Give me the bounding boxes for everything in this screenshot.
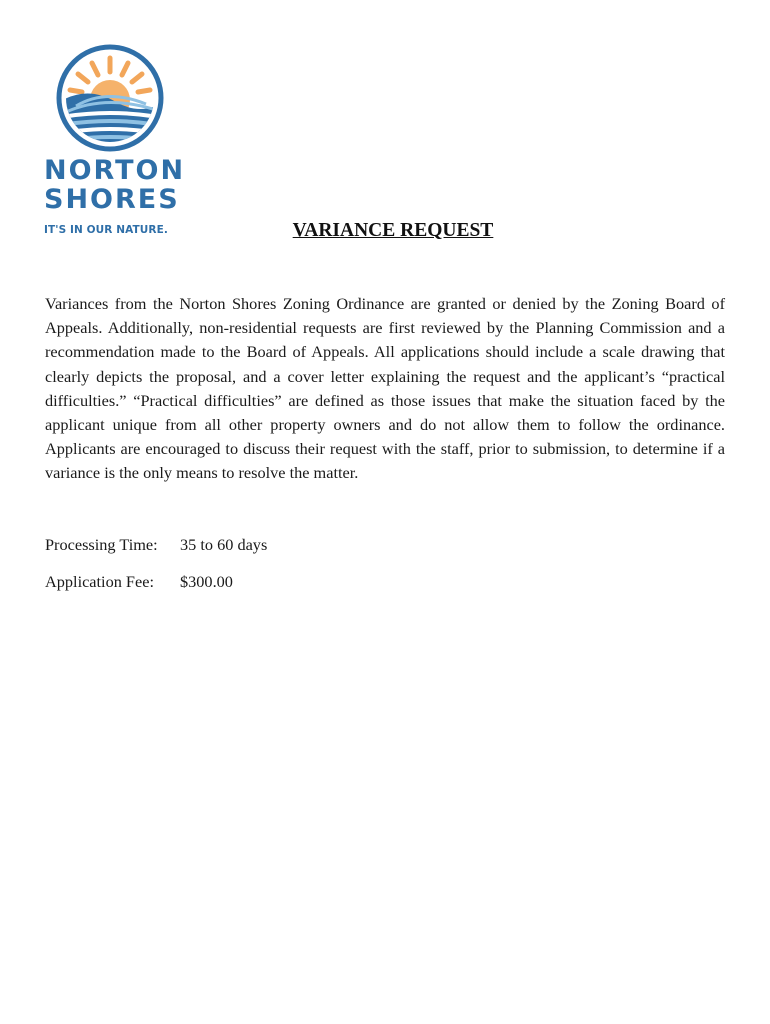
sun-waves-emblem-icon xyxy=(56,44,164,152)
norton-shores-logo xyxy=(40,40,190,245)
logo-tagline: IT'S IN OUR NATURE. xyxy=(44,224,168,236)
body-paragraph: Variances from the Norton Shores Zoning Ordinance are granted or denied by the Zoning Board of Appeals. Additionally, non-residential requests are first reviewed by the Planning Commission and a recommendation made to the Board of Appeals. All applications should include a scale drawing that clearly depicts the proposal, and a cover letter explaining the request and the applicant’s “practical difficulties.” “Practical difficulties” are defined as those issues that make the situation faced by the applicant unique from all other property owners and do not allow them to follow the ordinance. Applicants are encouraged to discuss their request with the staff, prior to submission, to determine if a variance is the only means to resolve the matter. xyxy=(45,294,725,483)
document-title: VARIANCE REQUEST xyxy=(292,220,494,241)
processing-time-row xyxy=(45,535,267,555)
logo-name-line-1: NORTON xyxy=(44,155,186,186)
application-fee-label: Application Fee: xyxy=(45,572,154,591)
application-fee-value: $300.00 xyxy=(180,572,233,591)
processing-time-label: Processing Time: xyxy=(45,535,158,554)
logo-name-line-2: SHORES xyxy=(44,184,180,215)
application-fee-row xyxy=(45,572,233,592)
processing-time-value: 35 to 60 days xyxy=(180,535,268,554)
